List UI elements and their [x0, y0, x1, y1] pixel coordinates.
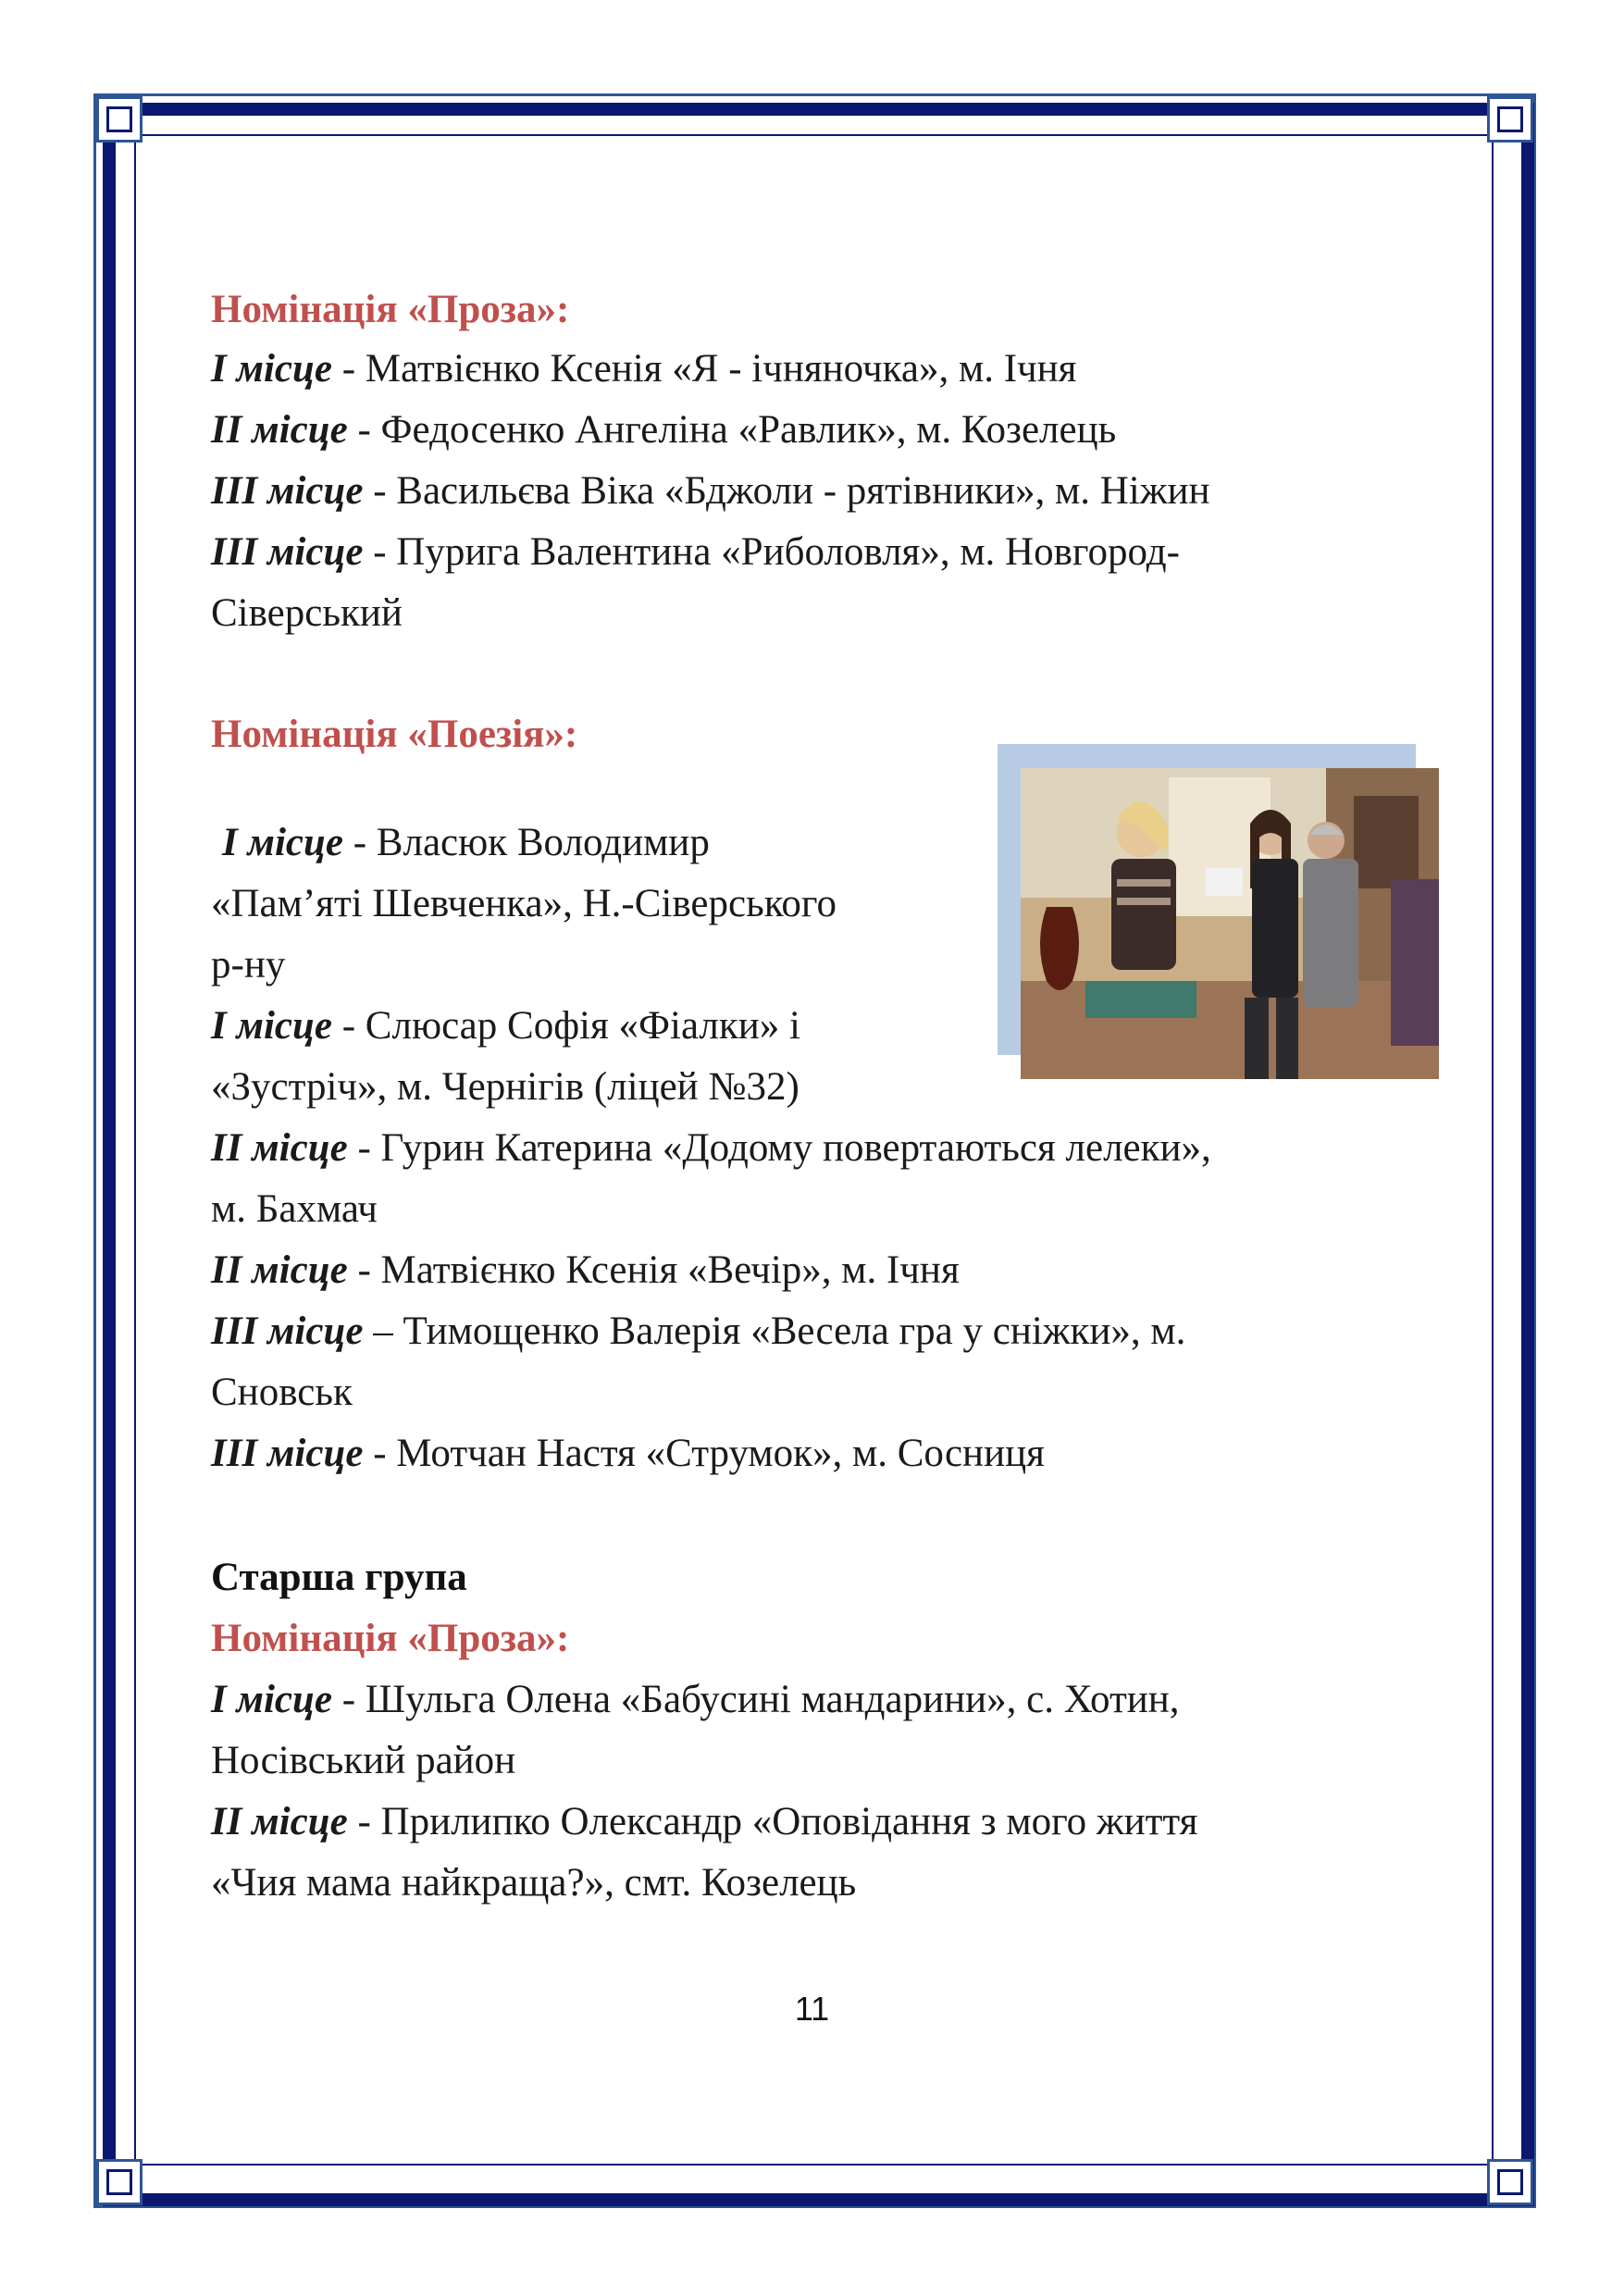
award-entry [211, 1124, 1211, 1173]
frame-corner-ornament [1487, 96, 1533, 143]
place-label: III місце [211, 530, 364, 574]
entry-continuation: м. Бахмач [211, 1187, 378, 1231]
entry-continuation: Сіверський [211, 591, 403, 635]
place-label: II місце [211, 1248, 348, 1292]
place-label: III місце [211, 469, 364, 513]
entry-text: - Гурин Катерина «Додому повертаються лелеки», [347, 1126, 1211, 1170]
award-entry [211, 345, 1076, 393]
place-label: II місце [211, 1126, 348, 1170]
award-entry [211, 1430, 1045, 1478]
place-label: I місце [211, 1004, 332, 1048]
entry-text: - Прилипко Олександр «Оповідання з мого життя [347, 1800, 1198, 1843]
award-entry [211, 467, 1209, 515]
award-entry [211, 1247, 960, 1295]
frame-corner-ornament [1487, 2159, 1533, 2205]
section-heading: Номінація «Проза»: [211, 1617, 570, 1660]
entry-text: - Пурига Валентина «Риболовля», м. Новгород- [363, 530, 1180, 574]
award-entry [211, 528, 1180, 577]
award-entry [211, 1308, 1185, 1356]
frame-corner-ornament [96, 2159, 143, 2205]
award-entry [211, 406, 1116, 454]
entry-text: - Федосенко Ангеліна «Равлик», м. Козелець [347, 408, 1117, 452]
entry-text: - Васильєва Віка «Бджоли - рятівники», м. Ніжин [363, 469, 1210, 513]
entry-continuation: «Пам’яті Шевченка», Н.-Сіверського [211, 882, 837, 925]
entry-text: - Власюк Володимир [342, 821, 710, 864]
page-number: 11 [794, 1990, 830, 2028]
place-label: II місце [211, 1800, 348, 1843]
entry-text: - Слюсар Софія «Фіалки» і [331, 1004, 800, 1048]
place-label: I місце [211, 1678, 332, 1721]
entry-continuation: «Чия мама найкраща?», смт. Козелець [211, 1861, 857, 1905]
place-label: I місце [222, 821, 343, 864]
place-label: III місце [211, 1309, 364, 1353]
award-ceremony-photo [1021, 768, 1439, 1079]
section-heading: Номінація «Поезія»: [211, 713, 578, 756]
group-title: Старша група [211, 1556, 467, 1599]
award-entry [211, 1676, 1180, 1724]
entry-text: - Шульга Олена «Бабусині мандарини», с. Хотин, [331, 1678, 1180, 1721]
award-entry [222, 819, 710, 867]
award-entry [211, 1002, 800, 1050]
frame-corner-ornament [96, 96, 143, 143]
award-entry [211, 1798, 1197, 1846]
entry-continuation: Сновськ [211, 1371, 353, 1414]
place-label: III місце [211, 1432, 364, 1475]
place-label: I місце [211, 347, 332, 391]
entry-text: – Тимощенко Валерія «Весела гра у сніжки», м. [363, 1309, 1186, 1353]
entry-continuation: «Зустріч», м. Чернігів (ліцей №32) [211, 1065, 800, 1109]
section-heading: Номінація «Проза»: [211, 288, 570, 331]
entry-continuation: Носівський район [211, 1739, 516, 1782]
photo-illustration [1021, 768, 1439, 1079]
entry-text: - Мотчан Настя «Струмок», м. Сосниця [363, 1432, 1045, 1475]
entry-text: - Матвієнко Ксенія «Вечір», м. Ічня [347, 1248, 960, 1292]
entry-continuation: р-ну [211, 943, 286, 987]
entry-text: - Матвієнко Ксенія «Я - ічняночка», м. Ічня [331, 347, 1077, 391]
place-label: II місце [211, 408, 348, 452]
